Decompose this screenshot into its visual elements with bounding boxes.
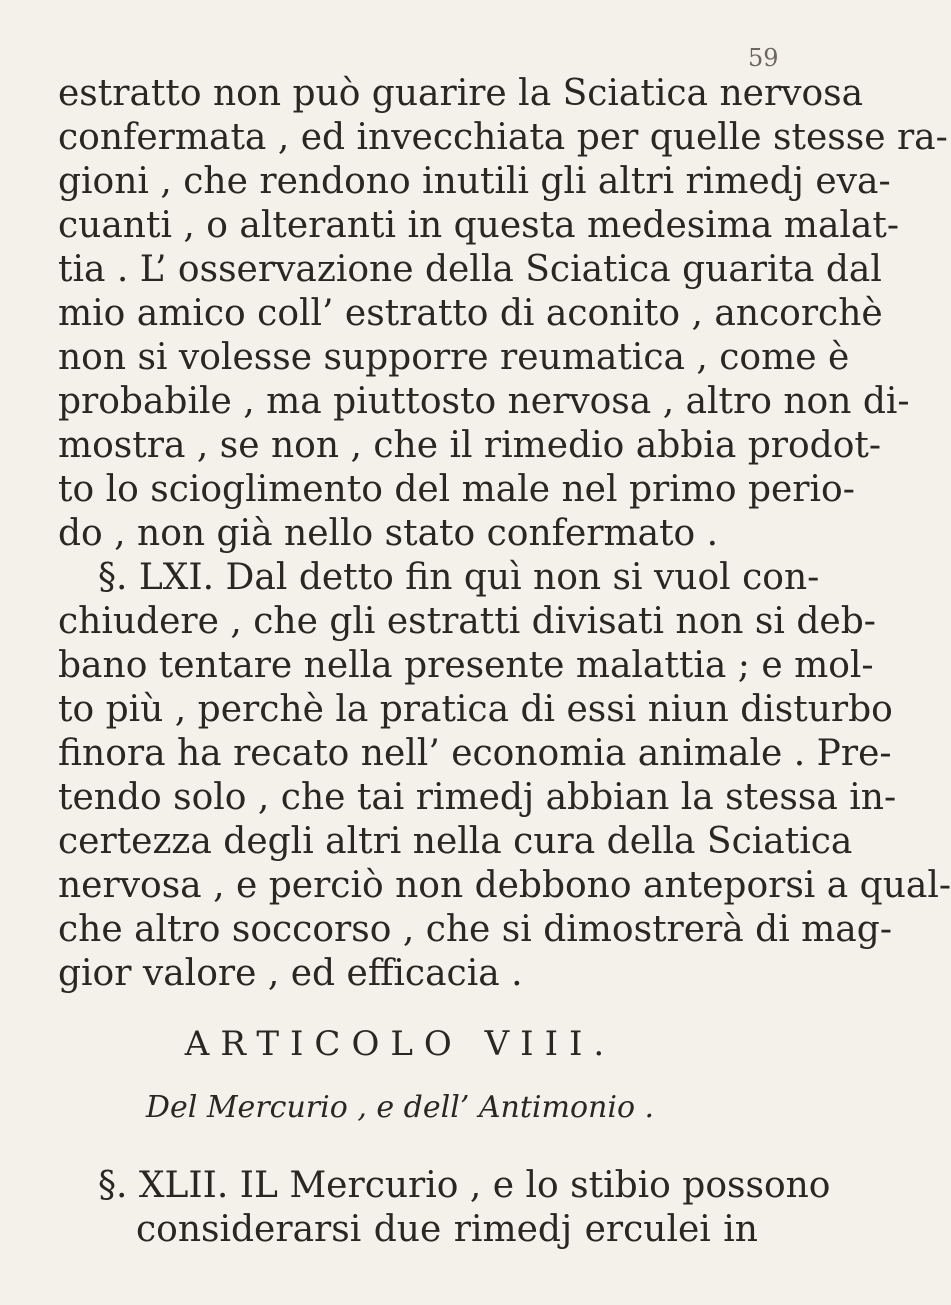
text-line: to più , perchè la pratica di essi niun disturbo (58, 689, 893, 730)
page-number: 59 (748, 44, 779, 72)
article-heading: ARTICOLO VIII. (184, 1024, 616, 1064)
text-line: mostra , se non , che il rimedio abbia prodot- (58, 425, 882, 466)
text-line: §. LXI. Dal detto fin quì non si vuol con- (98, 557, 820, 598)
text-line: mio amico coll’ estratto di aconito , ancorchè (58, 293, 883, 334)
text-line: tendo solo , che tai rimedj abbian la stessa in- (58, 777, 897, 818)
text-line: estratto non può guarire la Sciatica nervosa (58, 73, 864, 114)
text-line: tia . L’ osservazione della Sciatica guarita dal (58, 249, 882, 290)
text-line: gioni , che rendono inutili gli altri rimedj eva- (58, 161, 891, 202)
text-line: cuanti , o alteranti in questa medesima malat- (58, 205, 900, 246)
text-line: finora ha recato nell’ economia animale . Pre- (58, 733, 892, 774)
text-line: non si volesse supporre reumatica , come è (58, 337, 850, 378)
text-line: gior valore , ed efficacia . (58, 953, 523, 994)
text-line: certezza degli altri nella cura della Sciatica (58, 821, 853, 862)
text-line: probabile , ma piuttosto nervosa , altro non di- (58, 381, 910, 422)
text-line: chiudere , che gli estratti divisati non si deb- (58, 601, 876, 642)
text-line: bano tentare nella presente malattia ; e mol- (58, 645, 874, 686)
text-line: confermata , ed invecchiata per quelle stesse ra- (58, 117, 948, 158)
article-subtitle: Del Mercurio , e dell’ Antimonio . (145, 1090, 655, 1125)
text-line: do , non già nello stato confermato . (58, 513, 719, 554)
text-line: che altro soccorso , che si dimostrerà di mag- (58, 909, 892, 950)
text-line (58, 1252, 758, 1296)
text-line: §. XLII. IL Mercurio , e lo stibio possono (98, 1165, 831, 1206)
text-line: nervosa , e perciò non debbono anteporsi a qual- (58, 865, 951, 906)
text-line: considerarsi due rimedj erculei in (136, 1209, 758, 1250)
text-line: to lo scioglimento del male nel primo perio- (58, 469, 855, 510)
